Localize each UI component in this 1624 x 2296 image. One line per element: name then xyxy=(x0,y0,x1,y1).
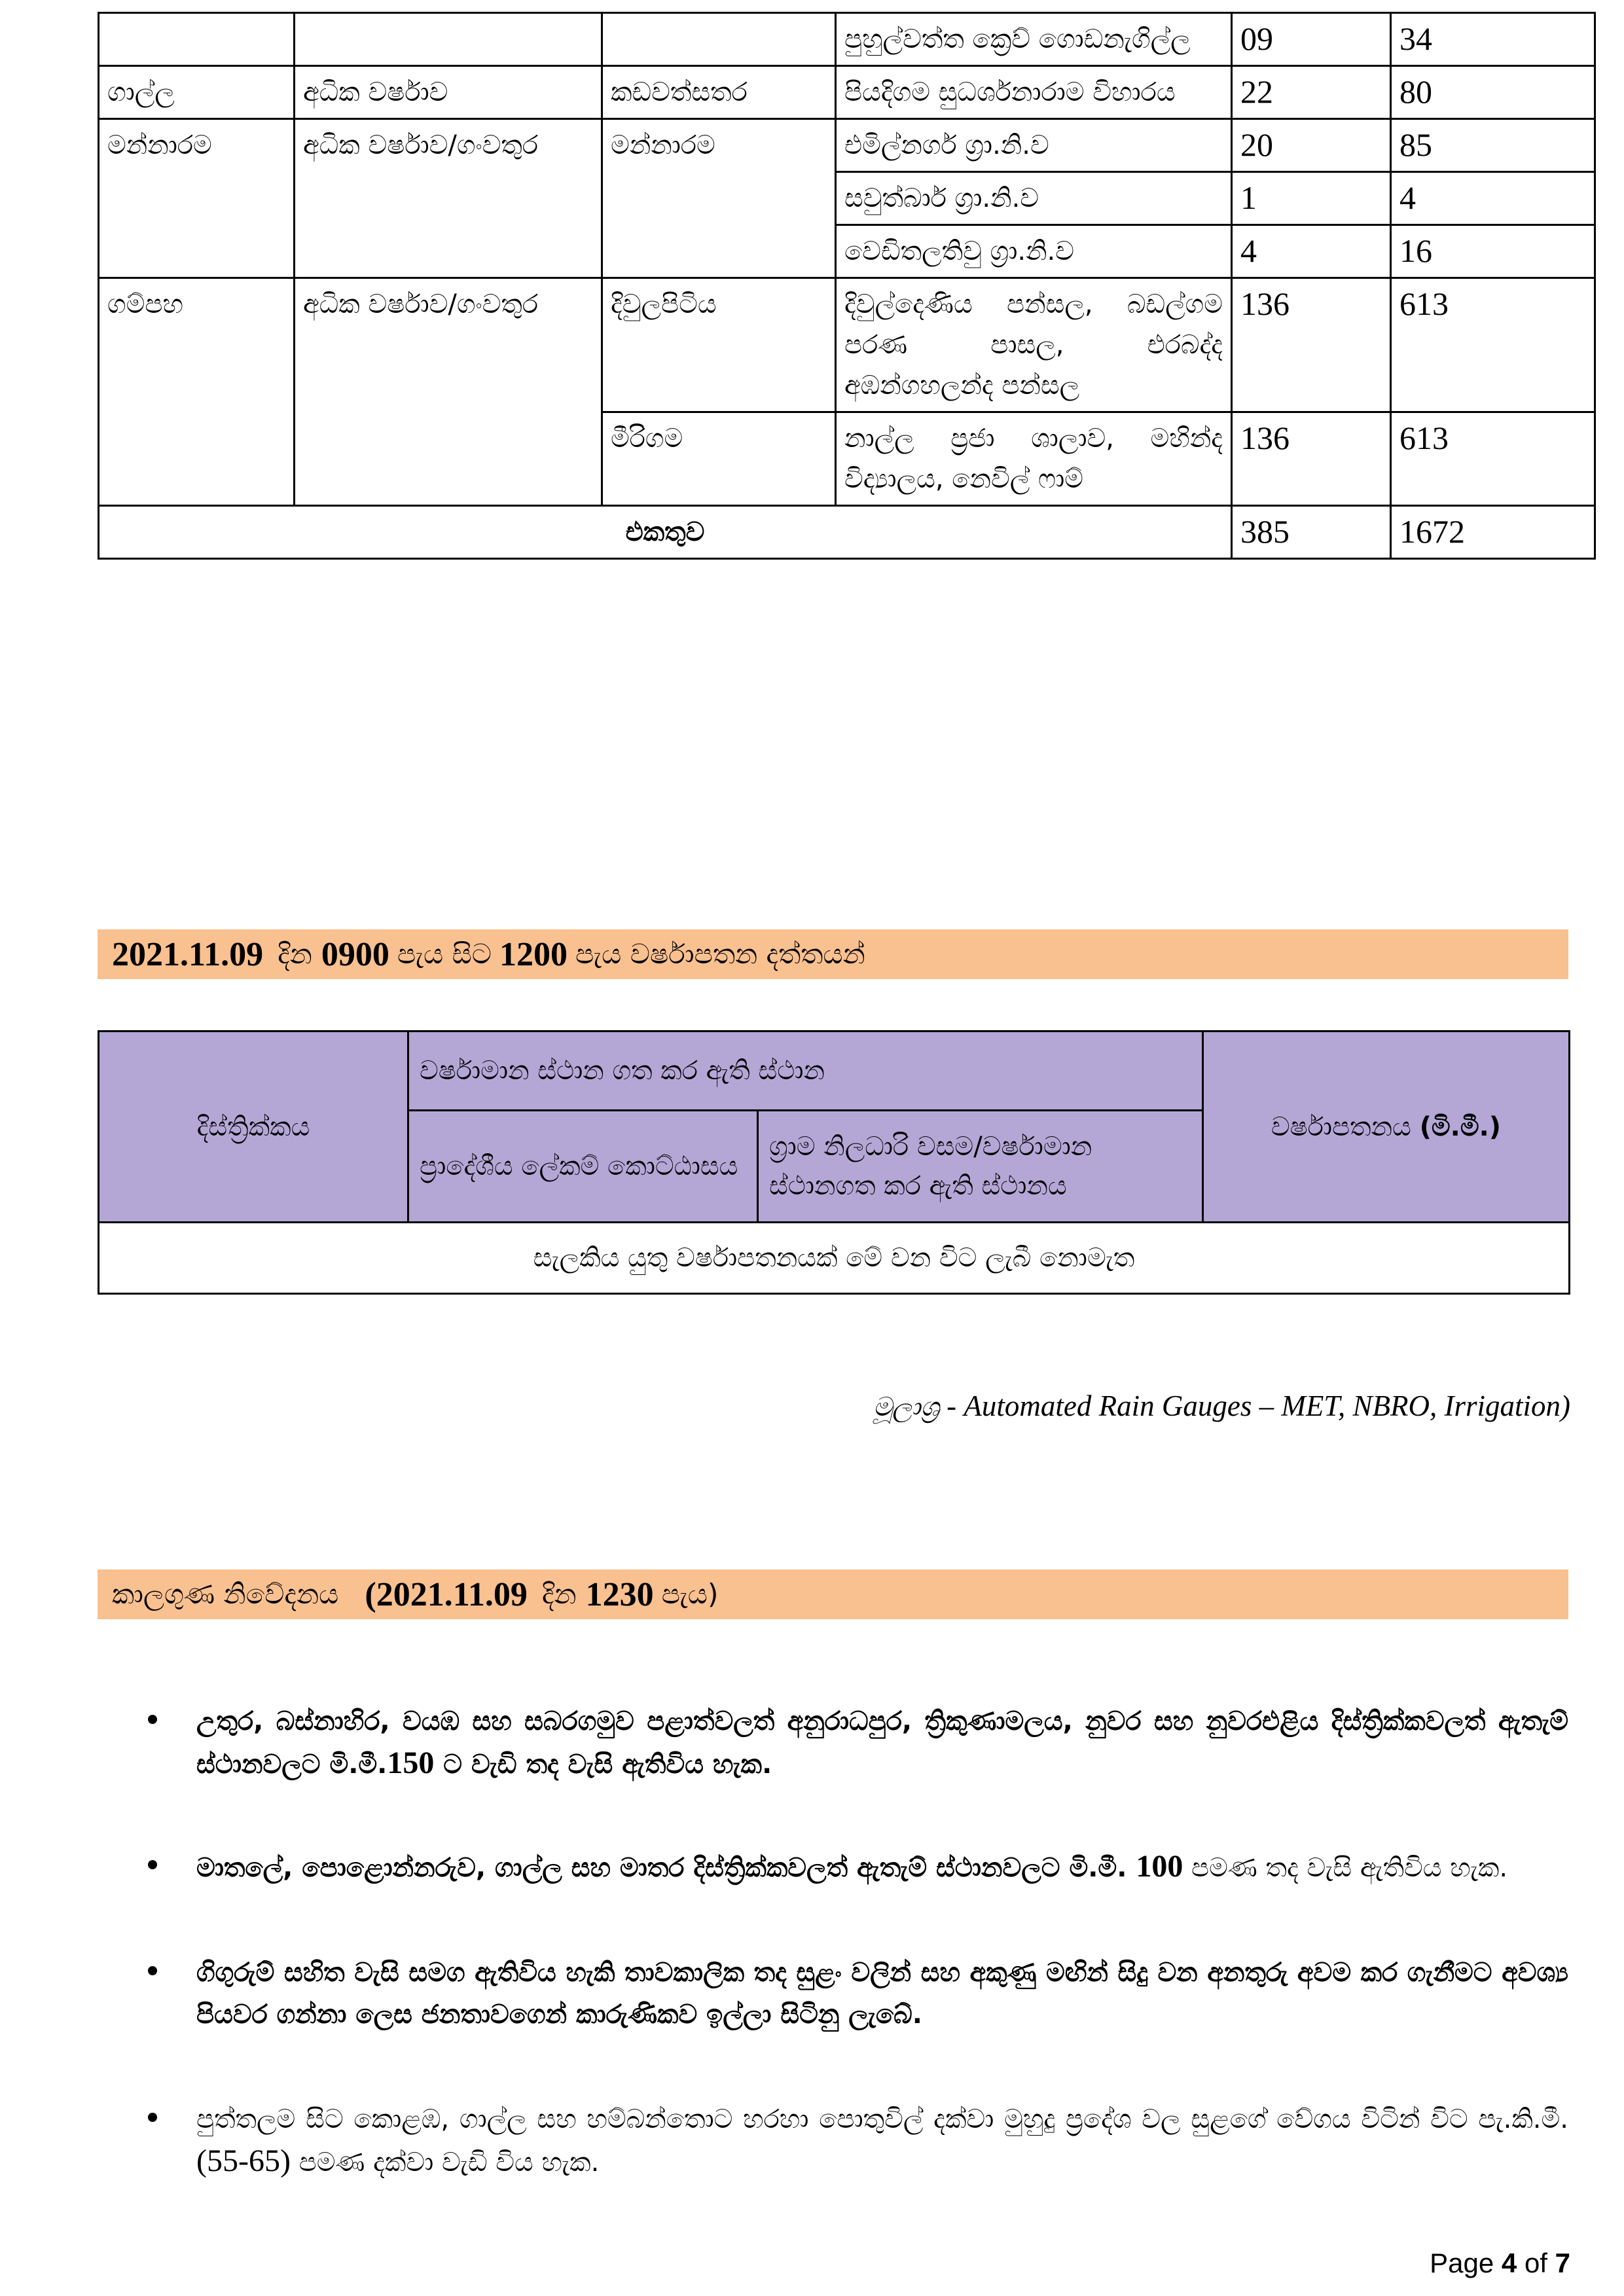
rainfall-day-word: දින xyxy=(278,938,312,970)
bullet-text-end: ට වැඩි තද වැසි ඇතිවිය හැක. xyxy=(434,1749,772,1780)
families-cell: 20 xyxy=(1232,119,1391,172)
district-cell: ගාල්ල xyxy=(99,66,295,119)
district-cell: මන්නාරම xyxy=(99,119,295,278)
persons-cell: 4 xyxy=(1391,172,1595,225)
table-row xyxy=(99,119,1595,172)
bullet-number: (55-65) xyxy=(196,2144,291,2178)
page-number xyxy=(1430,2248,1570,2279)
total-row xyxy=(99,506,1595,559)
weather-stamp: (2021.11.09 xyxy=(365,1575,528,1613)
ds-division-cell xyxy=(602,13,836,66)
rainfall-section-header xyxy=(98,929,1568,979)
page-word: Page xyxy=(1430,2248,1494,2278)
families-cell: 4 xyxy=(1232,225,1391,278)
rainfall-to-time: 1200 xyxy=(499,935,568,973)
weather-time-word: පැය) xyxy=(661,1578,719,1610)
table-row xyxy=(99,1223,1570,1294)
list-item xyxy=(148,2098,1568,2183)
persons-cell: 80 xyxy=(1391,66,1595,119)
location-cell: සවුත්බාර් ග්‍රා.නි.ව xyxy=(836,172,1232,225)
bullet-text: ගිගුරුම් සහිත වැසි සමග ඇතිවිය හැකි තාවකාලික තද සුළං වලින් සහ අකුණු මඟින් සිදු වන අනතුරු අවම කර ගැනීමට අවශ්‍ය පියවර ගන්නා ලෙස ජනතාවගෙන් කාරුණිකව ඉල්ලා සිටිනු ලැබේ. xyxy=(196,1958,1568,2030)
bullet-icon xyxy=(148,1860,157,1869)
rainfall-table xyxy=(98,1030,1570,1295)
total-pages: 7 xyxy=(1555,2248,1570,2278)
no-data-message: සැලකිය යුතු වර්ෂාපතනයක් මේ වන විට ලැබී නොමැත xyxy=(99,1223,1570,1294)
location-cell: දිවුල්දෙණිය පන්සල, බඩල්ගම පරණ පාසල, එරබද්ද අඹන්ගහලන්ද පන්සල xyxy=(836,278,1232,412)
bullet-text-end: පමණ දක්වා වැඩි විය හැක. xyxy=(290,2147,600,2178)
location-cell: පියදිගම සුධර්ශනාරාම විහාරය xyxy=(836,66,1232,119)
families-cell: 136 xyxy=(1232,278,1391,412)
location-cell: පුහුල්වත්ත ක්‍රෙව් ගොඩනැගිල්ල xyxy=(836,13,1232,66)
bullet-icon xyxy=(148,2113,157,2122)
location-cell: නාල්ල ප්‍රජා ශාලාව, මහින්ද විද්‍යාලය, නෙවිල් ෆාම් xyxy=(836,412,1232,506)
bullet-text-end: පමණ තද වැසි ඇතිවිය හැක. xyxy=(1183,1853,1508,1883)
table-row xyxy=(99,13,1595,66)
table-header-row xyxy=(99,1031,1570,1111)
persons-cell: 34 xyxy=(1391,13,1595,66)
gn-header: ග්‍රාම නිලධාරි වසම/වර්ෂාමාන ස්ථානගත කර ඇති ස්ථානය xyxy=(758,1111,1203,1223)
ds-division-cell: මන්නාරම xyxy=(602,119,836,278)
weather-section-header xyxy=(98,1570,1568,1619)
persons-cell: 613 xyxy=(1391,412,1595,506)
district-cell: ගම්පහ xyxy=(99,278,295,506)
rainfall-from-word: පැය සිට xyxy=(397,938,492,970)
shelter-table xyxy=(98,12,1596,560)
families-cell: 09 xyxy=(1232,13,1391,66)
bullet-number: 100 xyxy=(1136,1849,1183,1884)
bullet-text: පුත්තලම සිට කොළඹ, ගාල්ල සහ හම්බන්තොට හරහා පොතුවිල් දක්වා මුහුදු ප්‍රදේශ වල සුළගේ වේගය විටින් විට පැ.කි.මී. xyxy=(196,2104,1568,2134)
weather-title: කාලගුණ නිවේදනය xyxy=(112,1578,339,1610)
disaster-cell: අධික වර්ෂාව/ගංවතුර xyxy=(295,278,602,506)
list-item xyxy=(148,1700,1568,1785)
source-note xyxy=(873,1389,1570,1423)
current-page: 4 xyxy=(1501,2248,1517,2278)
location-cell: වෙඩිතලතිවු ග්‍රා.නි.ව xyxy=(836,225,1232,278)
persons-cell: 85 xyxy=(1391,119,1595,172)
total-persons: 1672 xyxy=(1391,506,1595,559)
district-cell xyxy=(99,13,295,66)
disaster-cell xyxy=(295,13,602,66)
disaster-cell: අධික වර්ෂාව/ගංවතුර xyxy=(295,119,602,278)
rainfall-header-text: වර්ෂාපතනය xyxy=(1271,1111,1411,1142)
ds-header: ප්‍රාදේශීය ලේකම් කොට්ඨාසය xyxy=(408,1111,758,1223)
list-item xyxy=(148,1952,1568,2036)
table-row xyxy=(99,278,1595,412)
disaster-cell: අධික වර්ෂාව xyxy=(295,66,602,119)
rainfall-to-word: පැය වර්ෂාපතන දත්තයන් xyxy=(575,938,865,970)
bullet-icon xyxy=(148,1715,157,1724)
total-families: 385 xyxy=(1232,506,1391,559)
ds-division-cell: මීරිගම xyxy=(602,412,836,506)
bullet-text: උතුර, බස්නාහිර, වයඹ සහ සබරගමුව පළාත්වලත් අනුරාධපුර, ත්‍රිකුණාමලය, නුවර සහ නුවරඑළිය දිස්ත්‍රික්කවලත් ඇතැම් ස්ථානවලට මි.මී. xyxy=(196,1706,1568,1780)
weather-time: 1230 xyxy=(585,1575,654,1613)
families-cell: 22 xyxy=(1232,66,1391,119)
ds-division-cell: දිවුලපිටිය xyxy=(602,278,836,412)
families-cell: 136 xyxy=(1232,412,1391,506)
location-cell: එමිල්නගර් ග්‍රා.නි.ව xyxy=(836,119,1232,172)
weather-day-word: දින xyxy=(541,1578,577,1610)
district-header: දිස්ත්‍රික්කය xyxy=(99,1031,408,1223)
families-cell: 1 xyxy=(1232,172,1391,225)
forecast-list xyxy=(148,1700,1568,2183)
of-word: of xyxy=(1524,2248,1547,2278)
rainfall-header-unit: (මි.මී.) xyxy=(1419,1111,1502,1142)
bullet-number: 150 xyxy=(387,1746,435,1780)
bullet-text: මාතලේ, පොළොන්නරුව, ගාල්ල සහ මාතර දිස්ත්‍රික්කවලත් ඇතැම් ස්ථානවලට මි.මී. xyxy=(196,1853,1136,1883)
list-item xyxy=(148,1846,1568,1889)
source-text: - Automated Rain Gauges – MET, NBRO, Irrigation) xyxy=(939,1390,1570,1422)
persons-cell: 16 xyxy=(1391,225,1595,278)
rainfall-from-time: 0900 xyxy=(321,935,389,973)
ds-division-cell: කඩවත්සතර xyxy=(602,66,836,119)
total-label: එකතුව xyxy=(99,506,1232,559)
source-label: මූලාශ්‍ර xyxy=(873,1392,939,1422)
bullet-icon xyxy=(148,1966,157,1975)
persons-cell: 613 xyxy=(1391,278,1595,412)
station-group-header: වර්ෂාමාන ස්ථාන ගත කර ඇති ස්ථාන xyxy=(408,1031,1203,1111)
table-row xyxy=(99,66,1595,119)
rainfall-date: 2021.11.09 xyxy=(112,935,264,973)
rainfall-header xyxy=(1203,1031,1570,1223)
